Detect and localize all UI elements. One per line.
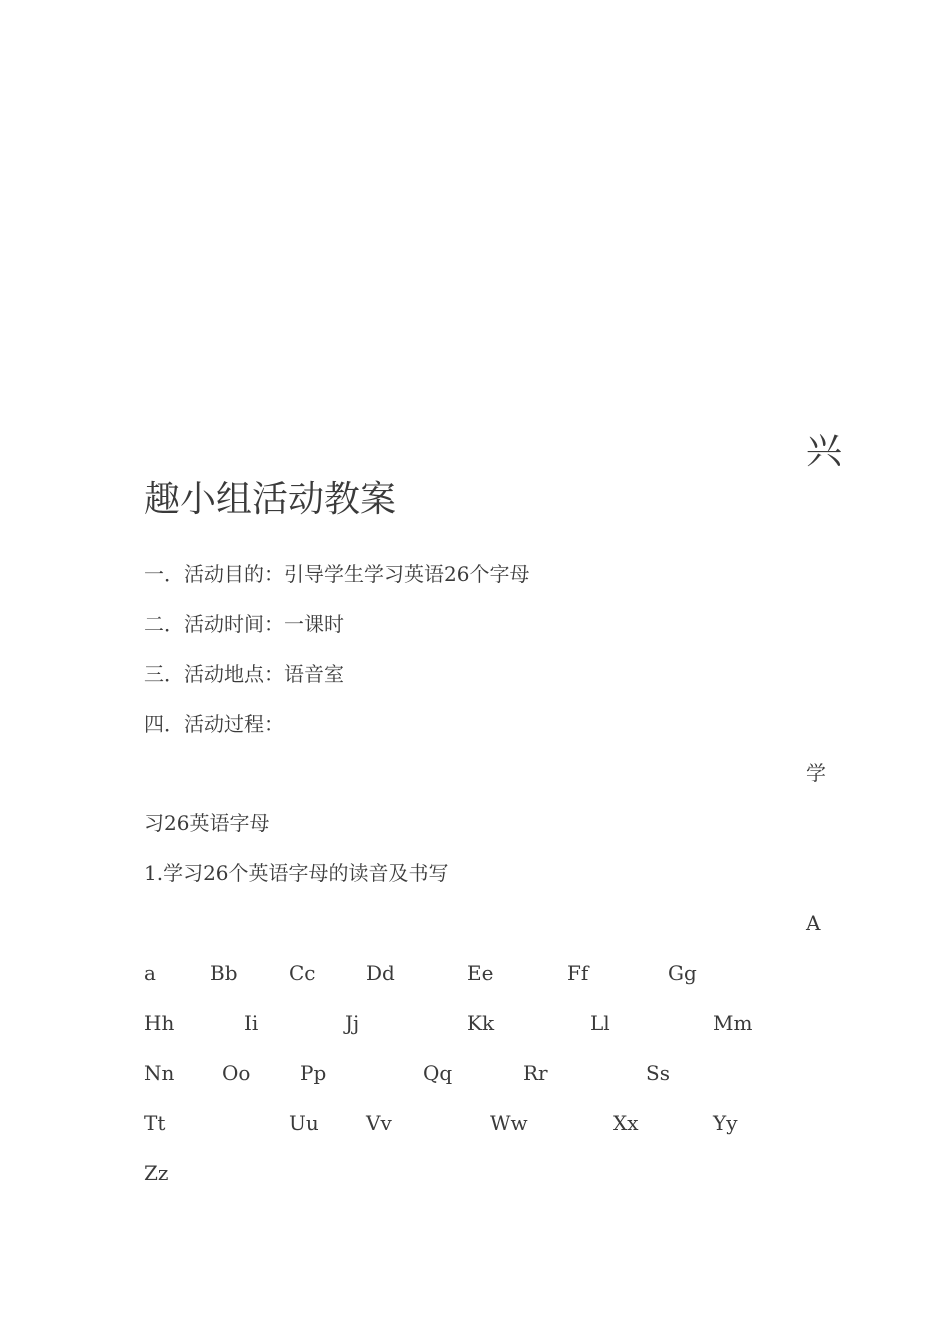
letter-Ee: Ee [467, 961, 494, 985]
letter-A-upper: A [806, 911, 821, 935]
letter-Ll: Ll [590, 1011, 610, 1035]
letter-Vv: Vv [366, 1111, 392, 1135]
letter-Gg: Gg [668, 961, 697, 985]
letter-a: a [144, 961, 156, 985]
letter-Ss: Ss [646, 1061, 670, 1085]
title-first-char: 兴 [806, 431, 843, 472]
letter-Oo: Oo [222, 1061, 251, 1085]
letter-Zz: Zz [144, 1161, 169, 1185]
item-time: 二．活动时间：一课时 [144, 612, 344, 636]
letter-Uu: Uu [289, 1111, 319, 1135]
letter-Jj: Jj [345, 1011, 360, 1035]
letter-Ii: Ii [244, 1011, 259, 1035]
letter-Mm: Mm [713, 1011, 753, 1035]
letter-Hh: Hh [144, 1011, 175, 1035]
item-process: 四．活动过程： [144, 712, 284, 736]
letter-Qq: Qq [423, 1061, 453, 1085]
letter-Dd: Dd [366, 961, 395, 985]
letter-Ff: Ff [567, 961, 589, 985]
section-first-char: 学 [806, 761, 826, 785]
letter-Bb: Bb [210, 961, 238, 985]
letter-Rr: Rr [523, 1061, 548, 1085]
item-location: 三．活动地点：语音室 [144, 662, 344, 686]
letter-Kk: Kk [467, 1011, 495, 1035]
item-purpose: 一．活动目的：引导学生学习英语26个字母 [144, 562, 530, 586]
step-1: 1.学习26个英语字母的读音及书写 [144, 861, 449, 885]
letter-Ww: Ww [490, 1111, 528, 1135]
section-rest: 习26英语字母 [144, 811, 270, 835]
title-rest: 趣小组活动教案 [144, 479, 397, 520]
letter-Nn: Nn [144, 1061, 175, 1085]
letter-Pp: Pp [300, 1061, 327, 1085]
letter-Yy: Yy [713, 1111, 738, 1135]
letter-Cc: Cc [289, 961, 316, 985]
letter-Tt: Tt [144, 1111, 166, 1135]
letter-Xx: Xx [613, 1111, 639, 1135]
